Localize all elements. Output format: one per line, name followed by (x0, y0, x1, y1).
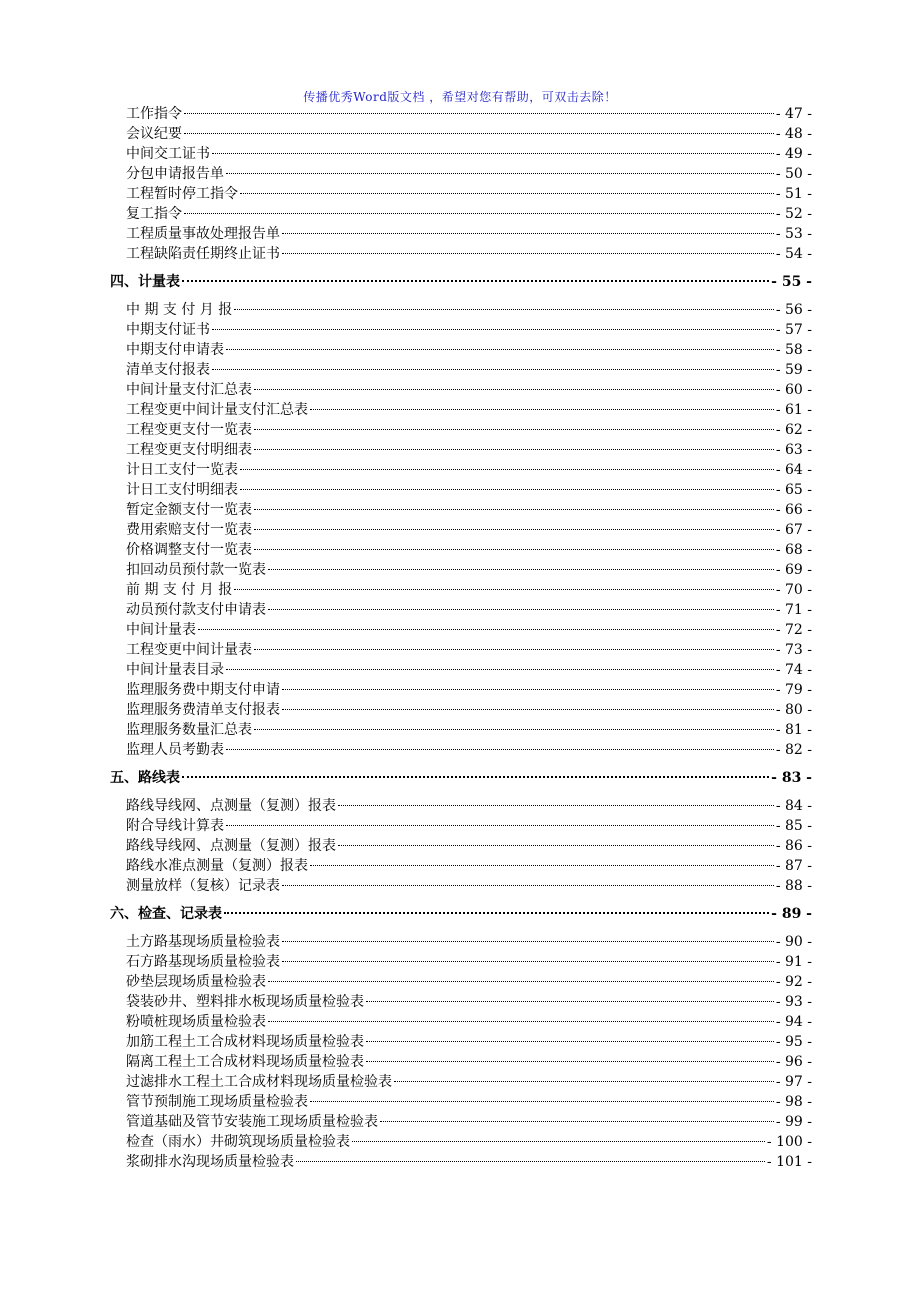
dot-leader (338, 805, 774, 806)
toc-entry[interactable] (110, 972, 812, 992)
toc-entry-title: 路线水准点测量（复测）报表 (126, 858, 308, 874)
toc-entry[interactable] (110, 400, 812, 420)
toc-entry[interactable] (110, 836, 812, 856)
toc-entry-title: 工程缺陷责任期终止证书 (126, 246, 280, 262)
toc-entry-title: 会议纪要 (126, 126, 182, 142)
toc-entry-title: 中 期 支 付 月 报 (126, 302, 233, 318)
toc-entry-title: 价格调整支付一览表 (126, 542, 252, 558)
toc-page-number: - 55 - (771, 274, 812, 290)
toc-page-number: - 74 - (775, 662, 812, 678)
dot-leader (226, 173, 774, 174)
toc-entry[interactable] (110, 580, 812, 600)
dot-leader (182, 280, 769, 282)
toc-entry-title: 中间计量表目录 (126, 662, 224, 678)
toc-entry[interactable] (110, 300, 812, 320)
toc-entry-title: 监理服务费清单支付报表 (126, 702, 280, 718)
dot-leader (254, 509, 774, 510)
toc-entry-title: 附合导线计算表 (126, 818, 224, 834)
toc-entry-title: 计日工支付一览表 (126, 462, 238, 478)
toc-entry[interactable] (110, 540, 812, 560)
toc-entry[interactable] (110, 932, 812, 952)
toc-entry[interactable] (110, 1152, 812, 1172)
toc-entry-title: 动员预付款支付申请表 (126, 602, 266, 618)
toc-page-number: - 62 - (775, 422, 812, 438)
dot-leader (240, 489, 774, 490)
toc-entry-title: 工程变更中间计量支付汇总表 (126, 402, 308, 418)
toc-page-number: - 64 - (775, 462, 812, 478)
toc-page-number: - 72 - (775, 622, 812, 638)
toc-entry[interactable] (110, 500, 812, 520)
toc-entry[interactable] (110, 992, 812, 1012)
dot-leader (254, 549, 774, 550)
toc-entry-title: 中间交工证书 (126, 146, 210, 162)
toc-entry-title: 工程暂时停工指令 (126, 186, 238, 202)
toc-entry[interactable] (110, 560, 812, 580)
toc-entry-title: 监理服务数量汇总表 (126, 722, 252, 738)
toc-entry-title: 工程质量事故处理报告单 (126, 226, 280, 242)
dot-leader (282, 689, 774, 690)
toc-entry[interactable] (110, 244, 812, 264)
toc-page-number: - 98 - (775, 1094, 812, 1110)
toc-section-heading[interactable] (110, 902, 812, 926)
dot-leader (254, 389, 774, 390)
toc-page-number: - 70 - (775, 582, 812, 598)
dot-leader (234, 589, 774, 590)
dot-leader (310, 409, 774, 410)
toc-entry-title: 石方路基现场质量检验表 (126, 954, 280, 970)
toc-page-number: - 80 - (775, 702, 812, 718)
toc-page-number: - 96 - (775, 1054, 812, 1070)
toc-entry[interactable] (110, 420, 812, 440)
toc-entry[interactable] (110, 700, 812, 720)
toc-entry-title: 五、路线表 (110, 770, 180, 786)
dot-leader (282, 941, 774, 942)
toc-page-number: - 94 - (775, 1014, 812, 1030)
toc-entry-title: 四、计量表 (110, 274, 180, 290)
toc-entry-title: 隔离工程土工合成材料现场质量检验表 (126, 1054, 364, 1070)
dot-leader (240, 469, 774, 470)
toc-entry-title: 路线导线网、点测量（复测）报表 (126, 798, 336, 814)
dot-leader (224, 912, 769, 914)
toc-page-number: - 65 - (775, 482, 812, 498)
header-banner: 传播优秀Word版文档 ，希望对您有帮助，可双击去除！ (303, 90, 617, 104)
toc-entry-title: 土方路基现场质量检验表 (126, 934, 280, 950)
toc-entry-title: 中期支付申请表 (126, 342, 224, 358)
toc-page-number: - 81 - (775, 722, 812, 738)
dot-leader (254, 729, 774, 730)
toc-page-number: - 57 - (775, 322, 812, 338)
toc-entry[interactable] (110, 224, 812, 244)
toc-entry[interactable] (110, 1052, 812, 1072)
toc-entry-title: 砂垫层现场质量检验表 (126, 974, 266, 990)
toc-page-number: - 50 - (775, 166, 812, 182)
dot-leader (268, 569, 774, 570)
dot-leader (212, 153, 774, 154)
dot-leader (366, 1041, 774, 1042)
toc-page-number: - 100 - (766, 1134, 812, 1150)
toc-entry-title: 工作指令 (126, 106, 182, 122)
toc-page-number: - 86 - (775, 838, 812, 854)
toc-page-number: - 53 - (775, 226, 812, 242)
dot-leader (184, 113, 774, 114)
toc-entry-title: 工程变更支付一览表 (126, 422, 252, 438)
dot-leader (212, 329, 774, 330)
toc-entry[interactable] (110, 104, 812, 124)
toc-entry[interactable] (110, 740, 812, 760)
toc-entry-title: 前 期 支 付 月 报 (126, 582, 233, 598)
dot-leader (282, 961, 774, 962)
toc-entry[interactable] (110, 360, 812, 380)
toc-entry-title: 六、检查、记录表 (110, 906, 222, 922)
dot-leader (296, 1161, 765, 1162)
table-of-contents (110, 104, 812, 1172)
dot-leader (254, 529, 774, 530)
toc-entry[interactable] (110, 856, 812, 876)
toc-page-number: - 68 - (775, 542, 812, 558)
toc-entry[interactable] (110, 380, 812, 400)
toc-entry[interactable] (110, 952, 812, 972)
toc-page-number: - 79 - (775, 682, 812, 698)
toc-page-number: - 95 - (775, 1034, 812, 1050)
toc-entry-title: 加筋工程土工合成材料现场质量检验表 (126, 1034, 364, 1050)
toc-page-number: - 69 - (775, 562, 812, 578)
toc-entry[interactable] (110, 876, 812, 896)
toc-page-number: - 88 - (775, 878, 812, 894)
toc-page-number: - 66 - (775, 502, 812, 518)
toc-entry-title: 中期支付证书 (126, 322, 210, 338)
toc-entry[interactable] (110, 1112, 812, 1132)
toc-entry[interactable] (110, 480, 812, 500)
toc-entry[interactable] (110, 460, 812, 480)
toc-section-heading[interactable] (110, 766, 812, 790)
toc-entry[interactable] (110, 320, 812, 340)
dot-leader (366, 1001, 774, 1002)
toc-page-number: - 73 - (775, 642, 812, 658)
toc-page-number: - 89 - (771, 906, 812, 922)
toc-entry-title: 袋装砂井、塑料排水板现场质量检验表 (126, 994, 364, 1010)
toc-page-number: - 101 - (766, 1154, 812, 1170)
dot-leader (182, 776, 769, 778)
toc-entry[interactable] (110, 600, 812, 620)
toc-page-number: - 97 - (775, 1074, 812, 1090)
toc-entry-title: 测量放样（复核）记录表 (126, 878, 280, 894)
toc-entry[interactable] (110, 680, 812, 700)
dot-leader (254, 449, 774, 450)
dot-leader (240, 193, 774, 194)
toc-entry[interactable] (110, 1032, 812, 1052)
toc-page-number: - 83 - (771, 770, 812, 786)
toc-entry-title: 清单支付报表 (126, 362, 210, 378)
dot-leader (198, 629, 774, 630)
toc-entry[interactable] (110, 1012, 812, 1032)
toc-page-number: - 51 - (775, 186, 812, 202)
dot-leader (282, 709, 774, 710)
toc-entry[interactable] (110, 204, 812, 224)
toc-page-number: - 47 - (775, 106, 812, 122)
toc-entry-title: 浆砌排水沟现场质量检验表 (126, 1154, 294, 1170)
dot-leader (212, 369, 774, 370)
toc-entry-title: 计日工支付明细表 (126, 482, 238, 498)
toc-entry-title: 工程变更中间计量表 (126, 642, 252, 658)
dot-leader (226, 749, 774, 750)
toc-page-number: - 85 - (775, 818, 812, 834)
toc-entry-title: 过滤排水工程土工合成材料现场质量检验表 (126, 1074, 392, 1090)
toc-entry-title: 中间计量支付汇总表 (126, 382, 252, 398)
toc-page-number: - 71 - (775, 602, 812, 618)
toc-section-heading[interactable] (110, 270, 812, 294)
toc-entry[interactable] (110, 1072, 812, 1092)
toc-page-number: - 61 - (775, 402, 812, 418)
dot-leader (282, 885, 774, 886)
dot-leader (268, 1021, 774, 1022)
toc-entry[interactable] (110, 816, 812, 836)
toc-entry-title: 中间计量表 (126, 622, 196, 638)
toc-entry-title: 费用索赔支付一览表 (126, 522, 252, 538)
toc-entry[interactable] (110, 720, 812, 740)
toc-entry[interactable] (110, 620, 812, 640)
toc-entry[interactable] (110, 1092, 812, 1112)
toc-entry-title: 工程变更支付明细表 (126, 442, 252, 458)
toc-page-number: - 90 - (775, 934, 812, 950)
toc-page-number: - 48 - (775, 126, 812, 142)
toc-page-number: - 87 - (775, 858, 812, 874)
dot-leader (184, 133, 774, 134)
toc-page-number: - 56 - (775, 302, 812, 318)
toc-page-number: - 92 - (775, 974, 812, 990)
dot-leader (226, 349, 774, 350)
dot-leader (394, 1081, 774, 1082)
toc-entry-title: 管道基础及管节安装施工现场质量检验表 (126, 1114, 378, 1130)
toc-page-number: - 93 - (775, 994, 812, 1010)
dot-leader (254, 429, 774, 430)
toc-entry-title: 监理人员考勤表 (126, 742, 224, 758)
toc-entry[interactable] (110, 144, 812, 164)
dot-leader (310, 865, 774, 866)
toc-page-number: - 60 - (775, 382, 812, 398)
toc-entry[interactable] (110, 340, 812, 360)
toc-entry[interactable] (110, 440, 812, 460)
toc-entry[interactable] (110, 164, 812, 184)
toc-page-number: - 59 - (775, 362, 812, 378)
dot-leader (338, 845, 774, 846)
toc-entry-title: 扣回动员预付款一览表 (126, 562, 266, 578)
toc-page-number: - 63 - (775, 442, 812, 458)
toc-entry[interactable] (110, 520, 812, 540)
toc-page-number: - 52 - (775, 206, 812, 222)
toc-entry[interactable] (110, 640, 812, 660)
toc-entry[interactable] (110, 1132, 812, 1152)
toc-entry-title: 管节预制施工现场质量检验表 (126, 1094, 308, 1110)
dot-leader (352, 1141, 765, 1142)
toc-entry-title: 分包申请报告单 (126, 166, 224, 182)
toc-entry-title: 粉喷桩现场质量检验表 (126, 1014, 266, 1030)
toc-page-number: - 84 - (775, 798, 812, 814)
dot-leader (268, 609, 774, 610)
dot-leader (226, 669, 774, 670)
dot-leader (268, 981, 774, 982)
dot-leader (254, 649, 774, 650)
dot-leader (366, 1061, 774, 1062)
toc-entry[interactable] (110, 660, 812, 680)
toc-entry-title: 监理服务费中期支付申请 (126, 682, 280, 698)
toc-entry-title: 路线导线网、点测量（复测）报表 (126, 838, 336, 854)
toc-entry[interactable] (110, 184, 812, 204)
toc-entry-title: 暂定金额支付一览表 (126, 502, 252, 518)
dot-leader (184, 213, 774, 214)
toc-page-number: - 58 - (775, 342, 812, 358)
toc-entry[interactable] (110, 796, 812, 816)
dot-leader (380, 1121, 774, 1122)
dot-leader (234, 309, 774, 310)
toc-page-number: - 54 - (775, 246, 812, 262)
toc-page-number: - 99 - (775, 1114, 812, 1130)
toc-page-number: - 49 - (775, 146, 812, 162)
dot-leader (282, 233, 774, 234)
toc-entry[interactable] (110, 124, 812, 144)
toc-page-number: - 82 - (775, 742, 812, 758)
dot-leader (282, 253, 774, 254)
toc-page-number: - 91 - (775, 954, 812, 970)
toc-entry-title: 复工指令 (126, 206, 182, 222)
toc-page-number: - 67 - (775, 522, 812, 538)
dot-leader (226, 825, 774, 826)
toc-entry-title: 检查（雨水）井砌筑现场质量检验表 (126, 1134, 350, 1150)
dot-leader (310, 1101, 774, 1102)
